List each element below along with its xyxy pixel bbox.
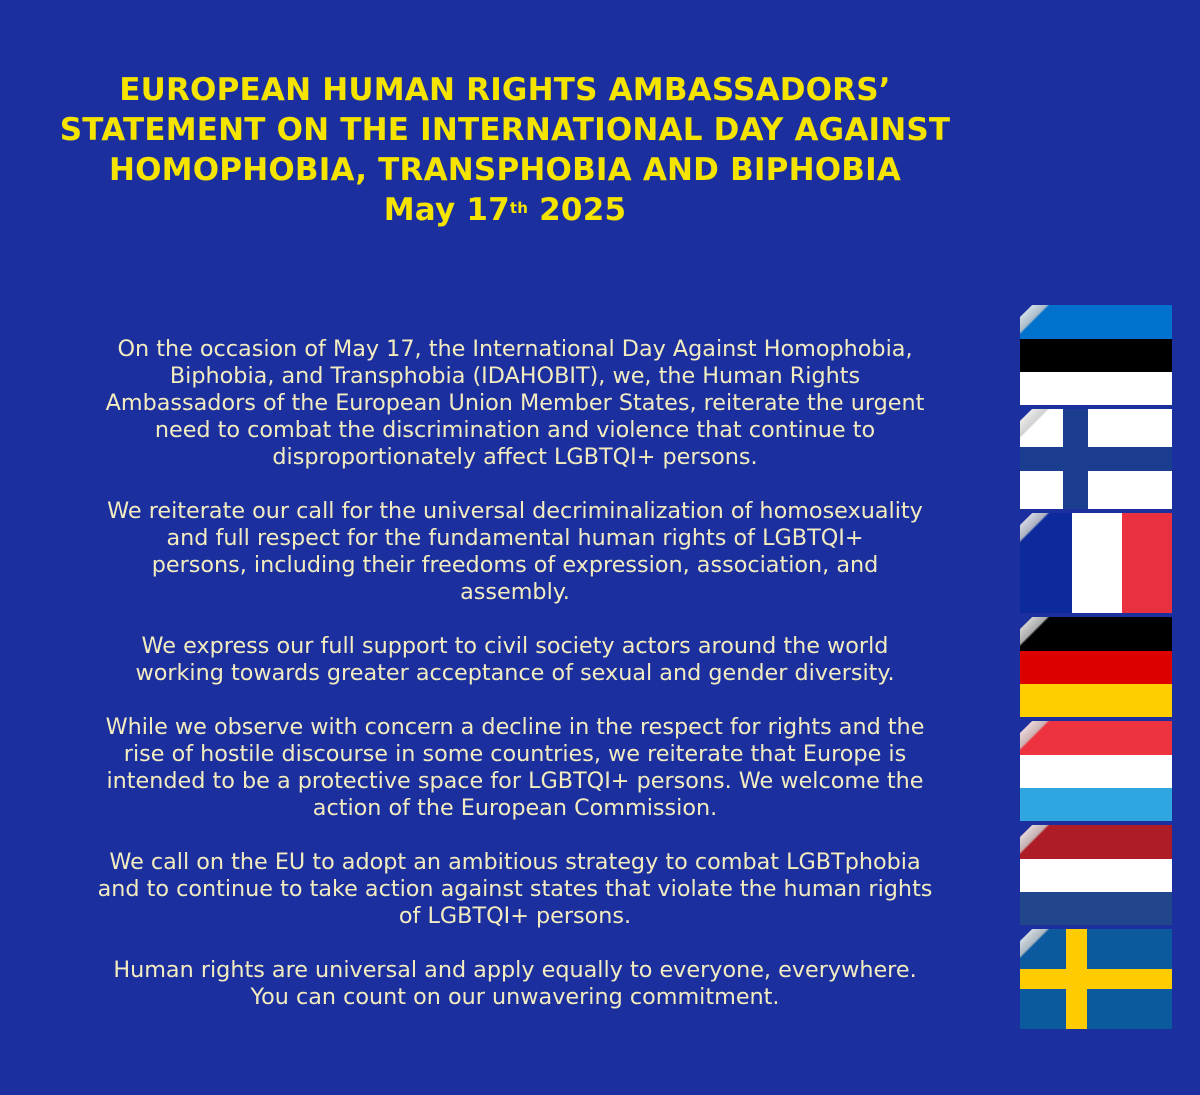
paragraph-line: and to continue to take action against states that violate the human rights: [97, 876, 933, 902]
paragraph-line: While we observe with concern a decline in the respect for rights and the: [105, 714, 925, 740]
paragraph-5: [30, 849, 1000, 930]
paragraph-line: disproportionately affect LGBTQI+ persons.: [272, 444, 758, 470]
paragraph-line: rise of hostile discourse in some countries, we reiterate that Europe is: [123, 741, 907, 767]
date-year: 2025: [528, 192, 627, 228]
paragraph-1: [30, 336, 1000, 471]
paragraph-line: Human rights are universal and apply equally to everyone, everywhere.: [113, 957, 917, 983]
luxembourg-flag: [1020, 721, 1172, 821]
paragraph-line: working towards greater acceptance of sexual and gender diversity.: [135, 660, 895, 686]
paragraph-line: need to combat the discrimination and violence that continue to: [154, 417, 876, 443]
finland-flag: [1020, 409, 1172, 509]
title-line-1: EUROPEAN HUMAN RIGHTS AMBASSADORS’: [119, 72, 891, 108]
paragraph-6: [30, 957, 1000, 1011]
statement-date: [0, 190, 1010, 230]
paragraph-line: You can count on our unwavering commitment.: [250, 984, 780, 1010]
date-day: May 17: [383, 192, 510, 228]
germany-flag: [1020, 617, 1172, 717]
netherlands-flag: [1020, 825, 1172, 925]
paragraph-line: We reiterate our call for the universal decriminalization of homosexuality: [107, 498, 923, 524]
paragraph-line: We call on the EU to adopt an ambitious strategy to combat LGBTphobia: [109, 849, 921, 875]
paragraph-2: [30, 498, 1000, 606]
paragraph-4: [30, 714, 1000, 822]
paragraph-line: action of the European Commission.: [312, 795, 718, 821]
paragraph-line: persons, including their freedoms of expression, association, and: [151, 552, 879, 578]
paragraph-line: We express our full support to civil society actors around the world: [141, 633, 889, 659]
paragraph-line: and full respect for the fundamental human rights of LGBTQI+: [166, 525, 864, 551]
paragraph-line: Biphobia, and Transphobia (IDAHOBIT), we, the Human Rights: [169, 363, 861, 389]
title-line-3: HOMOPHOBIA, TRANSPHOBIA AND BIPHOBIA: [108, 152, 902, 188]
statement-header: [0, 70, 1010, 230]
paragraph-3: [30, 633, 1000, 687]
france-flag: [1020, 513, 1172, 613]
paragraph-line: intended to be a protective space for LGBTQI+ persons. We welcome the: [106, 768, 924, 794]
sweden-flag: [1020, 929, 1172, 1029]
estonia-flag: [1020, 305, 1172, 405]
paragraph-line: assembly.: [460, 579, 570, 605]
statement-body: [30, 336, 1000, 1038]
paragraph-line: On the occasion of May 17, the International Day Against Homophobia,: [117, 336, 913, 362]
date-ordinal: th: [509, 199, 529, 217]
title-line-2: STATEMENT ON THE INTERNATIONAL DAY AGAINST: [59, 112, 951, 148]
paragraph-line: of LGBTQI+ persons.: [398, 903, 632, 929]
paragraph-line: Ambassadors of the European Union Member States, reiterate the urgent: [105, 390, 925, 416]
